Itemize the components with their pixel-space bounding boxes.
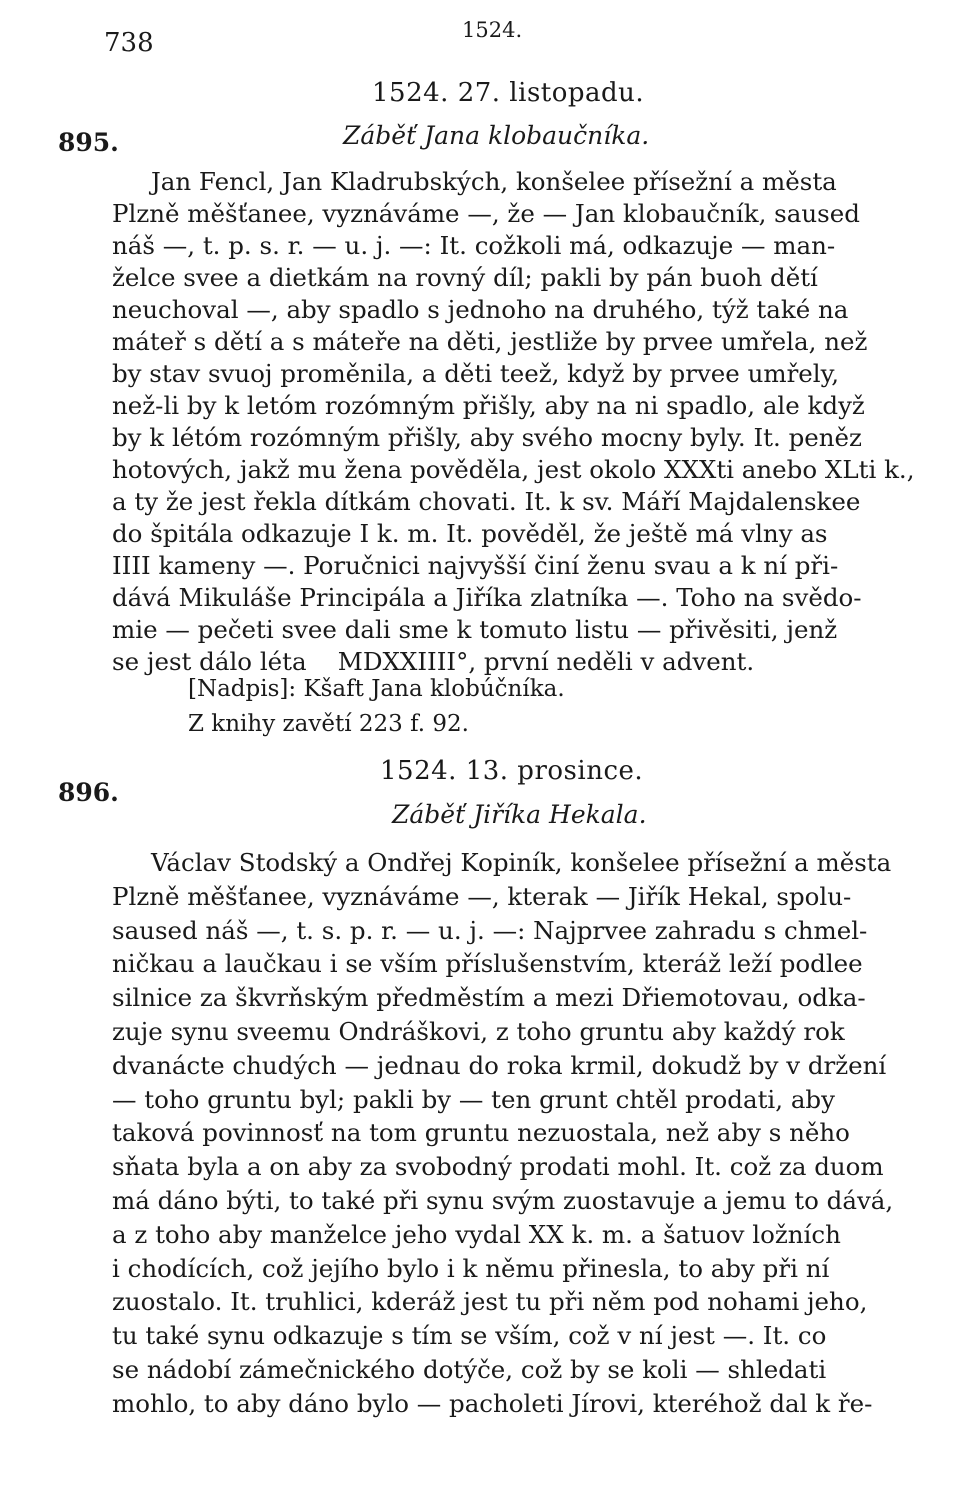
text-line: máteř s dětí a s mátеře na děti, jestliže by prvee umřela, než <box>112 327 868 356</box>
entry-body <box>112 166 915 678</box>
entry-title: Záběť Jana klobaučníka. <box>343 121 650 150</box>
text-line: mohlo, to aby dáno bylo — pacholeti Jírovi, kteréhož dal k ře- <box>112 1388 873 1418</box>
text-line: zuje synu sveemu Ondráškovi, z toho gruntu aby každý rok <box>112 1016 845 1046</box>
entry-footnote-heading: [Nadpis]: Kšaft Jana klobúčníka. <box>188 676 565 702</box>
text-line: Plzně měšťanee, vyznáváme —, že — Jan klobaučník, saused <box>112 199 860 228</box>
text-line: by stav svuoj proměnila, a děti teež, když by prvee umřely, <box>112 359 840 388</box>
text-line: želce svee a dietkám na rovný díl; pakli by pán buoh dětí <box>112 263 818 292</box>
text-line: silnice za škvrňským předměstím a mezi Dřiemotovau, odka- <box>112 983 866 1013</box>
entry-number: 895. <box>58 128 119 157</box>
text-line: se nádobí zámečnického dotýče, což by se koli — shledati <box>112 1354 827 1384</box>
text-line: neuchoval —, aby spadlo s jednoho na druhého, týž také na <box>112 295 849 324</box>
text-line: dvanácte chudých — jednau do roka krmil, dokudž by v držení <box>112 1050 887 1080</box>
text-line: mie — pečeti svee dali sme k tomuto listu — přivěsiti, jenž <box>112 615 838 644</box>
entry-body <box>112 846 912 1421</box>
text-line: a z toho aby manželce jeho vydal XX k. m. a šatuov ložních <box>112 1219 841 1249</box>
text-line: by k létóm rozómným přišly, aby svého mocny byly. It. peněz <box>112 423 862 452</box>
entry-number: 896. <box>58 778 119 807</box>
text-line: Plzně měšťanee, vyznáváme —, kterak — Jiřík Hekal, spolu- <box>112 881 852 911</box>
text-line: IIII kameny —. Poručnici najvyšší činí ženu svau a k ní při- <box>112 551 839 580</box>
text-line: Václav Stodský a Ondřej Kopiník, konšelee přísežní a města <box>112 848 892 877</box>
entry-footnote-source: Z knihy zavětí 223 f. 92. <box>188 711 469 737</box>
text-line: náš —, t. p. s. r. — u. j. —: It. cožkoli má, odkazuje — man- <box>112 231 836 260</box>
text-line: zuostalo. It. truhlici, kderáž jest tu při něm pod nohami jeho, <box>112 1287 868 1317</box>
text-line: — toho gruntu byl; pakli by — ten grunt chtěl prodati, aby <box>112 1084 835 1114</box>
text-line: i chodících, což jejího bylo i k němu přinesla, to aby při ní <box>112 1253 830 1283</box>
text-line: taková povinnosť na tom gruntu nezuostala, než aby s něho <box>112 1118 850 1148</box>
text-line: dává Mikuláše Principála a Jiříka zlatníka —. Toho na svědo- <box>112 583 862 612</box>
text-line: má dáno býti, to také při synu svým zuostavuje a jemu to dává, <box>112 1185 894 1215</box>
text-line: se jest dálo léta MDXXIIII°, první neděli v advent. <box>112 647 755 676</box>
text-line: saused náš —, t. s. p. r. — u. j. —: Najprvee zahradu s chmel- <box>112 915 868 945</box>
text-line: ničkau a laučkau i se vším příslušenstvím, kteráž leží podlee <box>112 949 863 979</box>
text-line: a ty že jest řekla dítkám chovati. It. k sv. Máří Majdalenskee <box>112 487 861 516</box>
text-line: sňata byla a on aby za svobodný prodati mohl. It. což za duom <box>112 1152 884 1182</box>
entry-date: 1524. 27. listopadu. <box>372 78 645 108</box>
text-line: do špitála odkazuje I k. m. It. pověděl, že ještě má vlny as <box>112 519 828 548</box>
text-line: Jan Fencl, Jan Kladrubských, konšelee přísežní a města <box>112 167 837 196</box>
text-line: tu také synu odkazuje s tím se vším, což v ní jest —. It. co <box>112 1321 827 1351</box>
text-line: hotových, jakž mu žena pověděla, jest okolo XXXti anebo XLti k., <box>112 455 915 484</box>
entry-date: 1524. 13. prosince. <box>380 756 644 786</box>
page-number: 738 <box>104 28 154 58</box>
running-head: 1524. <box>462 18 523 42</box>
entry-title: Záběť Jiříka Hekala. <box>392 800 647 829</box>
text-line: než-li by k letóm rozómným přišly, aby na ni spadlo, ale když <box>112 391 865 420</box>
